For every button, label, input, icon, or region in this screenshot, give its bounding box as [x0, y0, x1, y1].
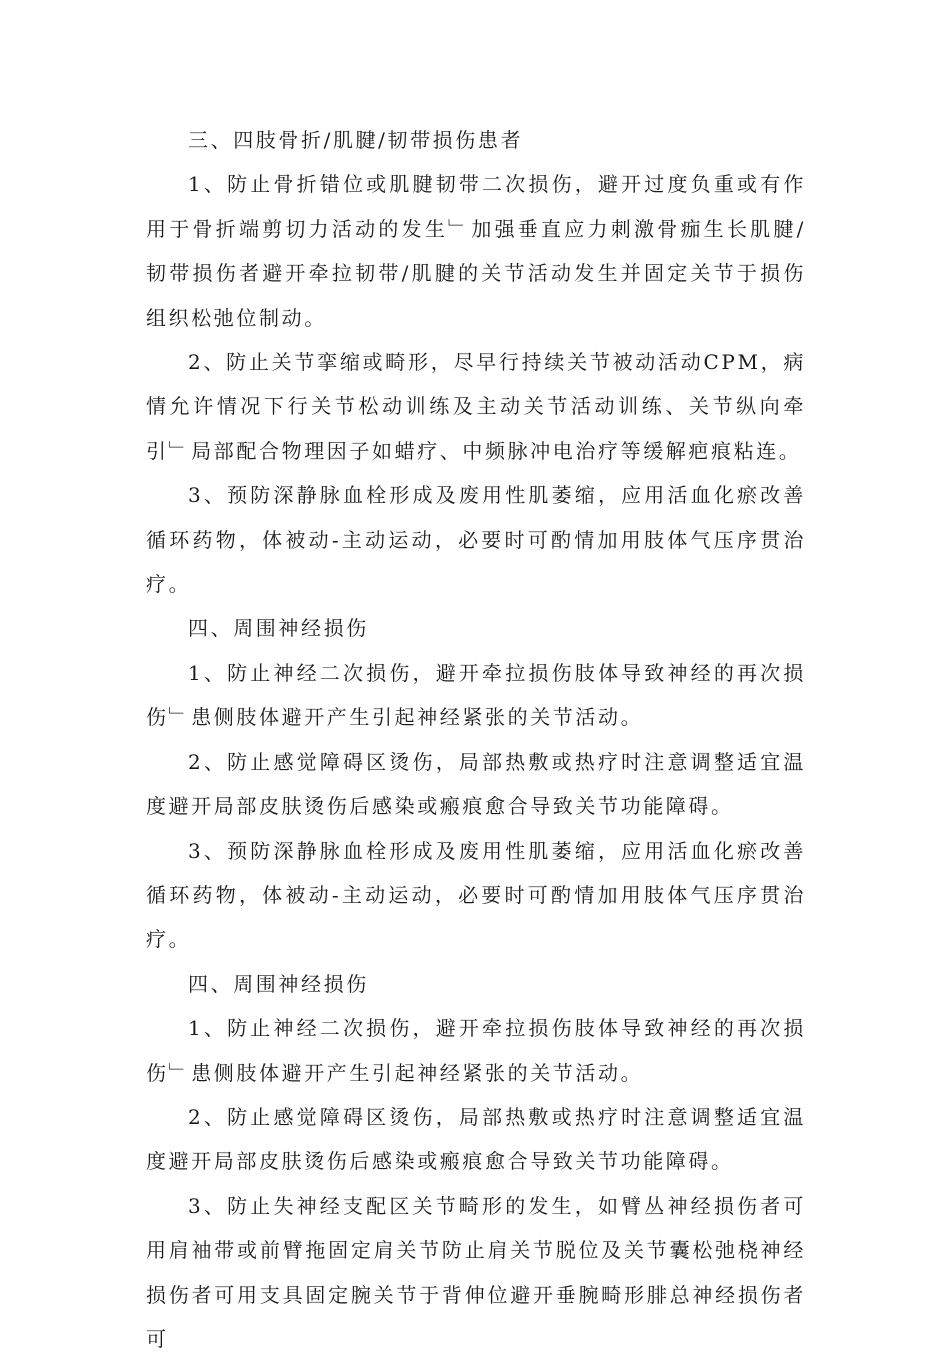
section-heading-limb-fracture: 三、四肢骨折/肌腱/韧带损伤患者: [188, 128, 524, 152]
paragraph-nerve-item-3: 3、预防深静脉血栓形成及废用性肌萎缩，应用活血化瘀改善循环药物，体被动-主动运动，必要时可酌情加用肢体气压序贯治疗。: [146, 838, 806, 952]
section-heading-peripheral-nerve: 四、周围神经损伤: [188, 616, 369, 641]
paragraph-fracture-item-2: 2、防止关节挛缩或畸形，尽早行持续关节被动活动CPM，病情允许情况下行关节松动训练及主动关节活动训练、关节纵向牵引﹂局部配合物理因子如蜡疗、中频脉冲电治疗等缓解疤痕粘连。: [146, 350, 806, 463]
paragraph-nerve-item-1: 1、防止神经二次损伤，避开牵拉损伤肢体导致神经的再次损伤﹂患侧肢体避开产生引起神经紧张的关节活动。: [146, 660, 806, 730]
paragraph-nerve-repeat-item-2: 2、防止感觉障碍区烫伤，局部热敷或热疗时注意调整适宜温度避开局部皮肤烫伤后感染或瘢痕愈合导致关节功能障碍。: [146, 1104, 806, 1174]
paragraph-fracture-item-1: 1、防止骨折错位或肌腱韧带二次损伤，避开过度负重或有作用于骨折端剪切力活动的发生﹂加强垂直应力刺激骨痂生长肌腱/韧带损伤者避开牵拉韧带/肌腱的关节活动发生并固定关节于损伤组织松弛位制动。: [146, 172, 806, 330]
paragraph-fracture-item-3: 3、预防深静脉血栓形成及废用性肌萎缩，应用活血化瘀改善循环药物，体被动-主动运动，必要时可酌情加用肢体气压序贯治疗。: [146, 483, 806, 597]
paragraph-nerve-repeat-item-1: 1、防止神经二次损伤，避开牵拉损伤肢体导致神经的再次损伤﹂患侧肢体避开产生引起神经紧张的关节活动。: [146, 1016, 806, 1085]
section-heading-peripheral-nerve-repeat: 四、周围神经损伤: [188, 971, 369, 996]
paragraph-nerve-repeat-item-3: 3、防止失神经支配区关节畸形的发生，如臂丛神经损伤者可用肩袖带或前臂拖固定肩关节防止肩关节脱位及关节囊松弛桡神经损伤者可用支具固定腕关节于背伸位避开垂腕畸形腓总神经损伤者可: [146, 1193, 806, 1351]
document-page: [146, 118, 806, 1361]
paragraph-nerve-item-2: 2、防止感觉障碍区烫伤，局部热敷或热疗时注意调整适宜温度避开局部皮肤烫伤后感染或瘢痕愈合导致关节功能障碍。: [146, 749, 806, 819]
